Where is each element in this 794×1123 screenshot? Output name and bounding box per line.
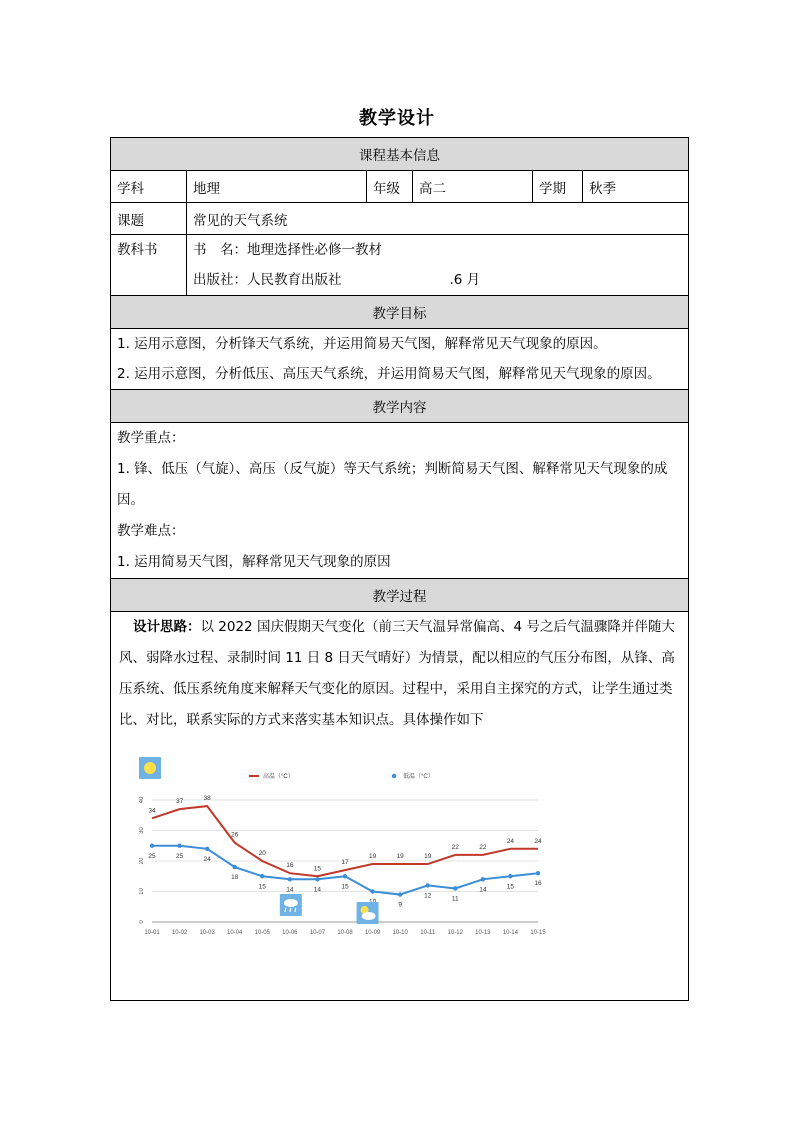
sun-icon: [139, 757, 161, 779]
data-label: 19: [396, 853, 404, 861]
data-label: 16: [534, 880, 542, 888]
temperature-line-chart: [139, 754, 549, 954]
data-point: [288, 877, 292, 881]
cloud-shape: [284, 899, 298, 907]
x-tick-label: 10-11: [420, 930, 436, 936]
design-idea-label: 设计思路：: [133, 619, 201, 635]
data-label: 20: [258, 850, 266, 857]
x-tick-label: 10-05: [254, 930, 270, 936]
document-title: 教学设计: [359, 108, 435, 129]
data-label: 37: [175, 798, 184, 806]
design-idea-paragraph: [117, 612, 682, 736]
difficult-points-label: 教学难点：: [117, 523, 185, 539]
y-tick-label: 20: [139, 857, 145, 865]
partly-cloudy-icon: [357, 902, 379, 924]
grade-value: 高二: [413, 171, 533, 203]
objectives-cell: [111, 329, 689, 390]
x-tick-label: 10-08: [337, 930, 353, 936]
data-point: [177, 844, 181, 848]
data-label: 11: [451, 895, 459, 903]
legend-label: 低温（°C）: [403, 774, 434, 780]
y-tick-label: 10: [139, 888, 145, 895]
sun-disc: [144, 762, 156, 774]
textbook-label: 教科书: [111, 235, 187, 296]
data-label: 24: [506, 837, 515, 845]
data-label: 19: [368, 853, 377, 861]
data-label: 15: [341, 883, 349, 891]
data-point: [315, 877, 319, 881]
section-header-objectives: 教学目标: [111, 296, 689, 329]
textbook-row: [111, 235, 689, 296]
x-tick-label: 10-15: [530, 930, 546, 936]
data-point: [508, 874, 512, 878]
grade-label: 年级: [367, 171, 413, 203]
data-label: 25: [175, 852, 184, 860]
topic-row: [111, 203, 689, 235]
cloud-shape: [362, 912, 376, 920]
teaching-content-cell: [111, 423, 689, 579]
data-label: 15: [258, 883, 266, 891]
data-point: [398, 892, 402, 896]
textbook-details: [187, 235, 689, 296]
data-point: [205, 847, 209, 851]
data-point: [150, 844, 154, 848]
x-tick-label: 10-10: [392, 930, 408, 936]
y-tick-label: 40: [139, 796, 145, 804]
data-label: 22: [451, 843, 459, 851]
process-cell: [111, 612, 689, 1001]
data-label: 24: [534, 837, 542, 845]
topic-label: 课题: [111, 203, 187, 235]
data-label: 14: [286, 886, 294, 894]
objective-item: 1. 运用示意图，分析锋天气系统，并运用简易天气图，解释常见天气现象的原因。: [117, 336, 607, 352]
rain-cloud-icon: [280, 894, 302, 916]
term-label: 学期: [533, 171, 583, 203]
data-label: 15: [506, 883, 515, 891]
lesson-plan-table: [110, 137, 689, 1001]
data-label: 15: [313, 865, 322, 873]
section-header-basic-info: 课程基本信息: [111, 138, 689, 171]
data-point: [426, 883, 430, 887]
data-label: 25: [148, 852, 156, 860]
legend-swatch: [392, 774, 396, 778]
data-label: 18: [231, 874, 239, 882]
x-tick-label: 10-13: [475, 930, 491, 936]
data-label: 24: [203, 855, 211, 863]
data-label: 9: [398, 901, 402, 909]
data-point: [370, 889, 374, 893]
data-label: 14: [479, 886, 487, 894]
data-point: [453, 886, 457, 890]
data-point: [481, 877, 485, 881]
data-point: [536, 871, 540, 875]
data-label: 17: [341, 859, 349, 867]
book-name-line: 书 名：地理选择性必修一教材: [193, 242, 382, 258]
data-label: 34: [148, 807, 156, 815]
subject-label: 学科: [111, 171, 187, 203]
data-label: 26: [231, 831, 239, 839]
legend-label: 高温（°C）: [263, 774, 294, 780]
x-tick-label: 10-04: [227, 930, 243, 936]
key-points-text: 1. 锋、低压（气旋）、高压（反气旋）等天气系统；判断简易天气图、解释常见天气现象的成因。: [117, 461, 668, 508]
x-tick-label: 10-02: [171, 930, 188, 936]
x-tick-label: 10-01: [144, 930, 160, 936]
design-idea-text: 以 2022 国庆假期天气变化（前三天气温异常偏高、4 号之后气温骤降并伴随大风、弱降水过程、录制时间 11 日 8 日天气晴好）为情景，配以相应的气压分布图，从锋、高压系统、低压系统角度来解释天气变化的原因。过程中，采用自主探究的方式，让学生通过类比、对比，联系实际的方式来落实基本知识点。具体操作如下: [119, 619, 675, 728]
data-point: [260, 874, 264, 878]
objective-item: 2. 运用示意图，分析低压、高压天气系统，并运用简易天气图，解释常见天气现象的原因。: [117, 366, 661, 382]
data-label: 22: [479, 843, 487, 851]
data-point: [233, 865, 237, 869]
publisher-line: 出版社：人民教育出版社 .6 月: [193, 272, 481, 288]
data-label: 16: [286, 862, 294, 870]
section-header-process: 教学过程: [111, 579, 689, 612]
subject-value: 地理: [187, 171, 367, 203]
key-points-label: 教学重点：: [117, 430, 185, 446]
x-tick-label: 10-06: [282, 930, 298, 936]
data-label: 14: [313, 886, 322, 894]
x-tick-label: 10-12: [447, 930, 463, 936]
x-tick-label: 10-09: [364, 930, 381, 936]
difficult-points-text: 1. 运用简易天气图，解释常见天气现象的原因: [117, 554, 391, 570]
data-label: 12: [424, 892, 432, 900]
y-tick-label: 30: [139, 827, 145, 834]
topic-value: 常见的天气系统: [187, 203, 689, 235]
info-row: [111, 171, 689, 203]
term-value: 秋季: [583, 171, 689, 203]
x-tick-label: 10-03: [199, 930, 215, 936]
x-tick-label: 10-14: [502, 930, 519, 936]
section-header-content: 教学内容: [111, 390, 689, 423]
data-label: 38: [203, 795, 211, 803]
data-point: [343, 874, 347, 878]
data-label: 19: [424, 853, 432, 861]
y-tick-label: 0: [139, 920, 145, 924]
x-tick-label: 10-07: [309, 930, 326, 936]
